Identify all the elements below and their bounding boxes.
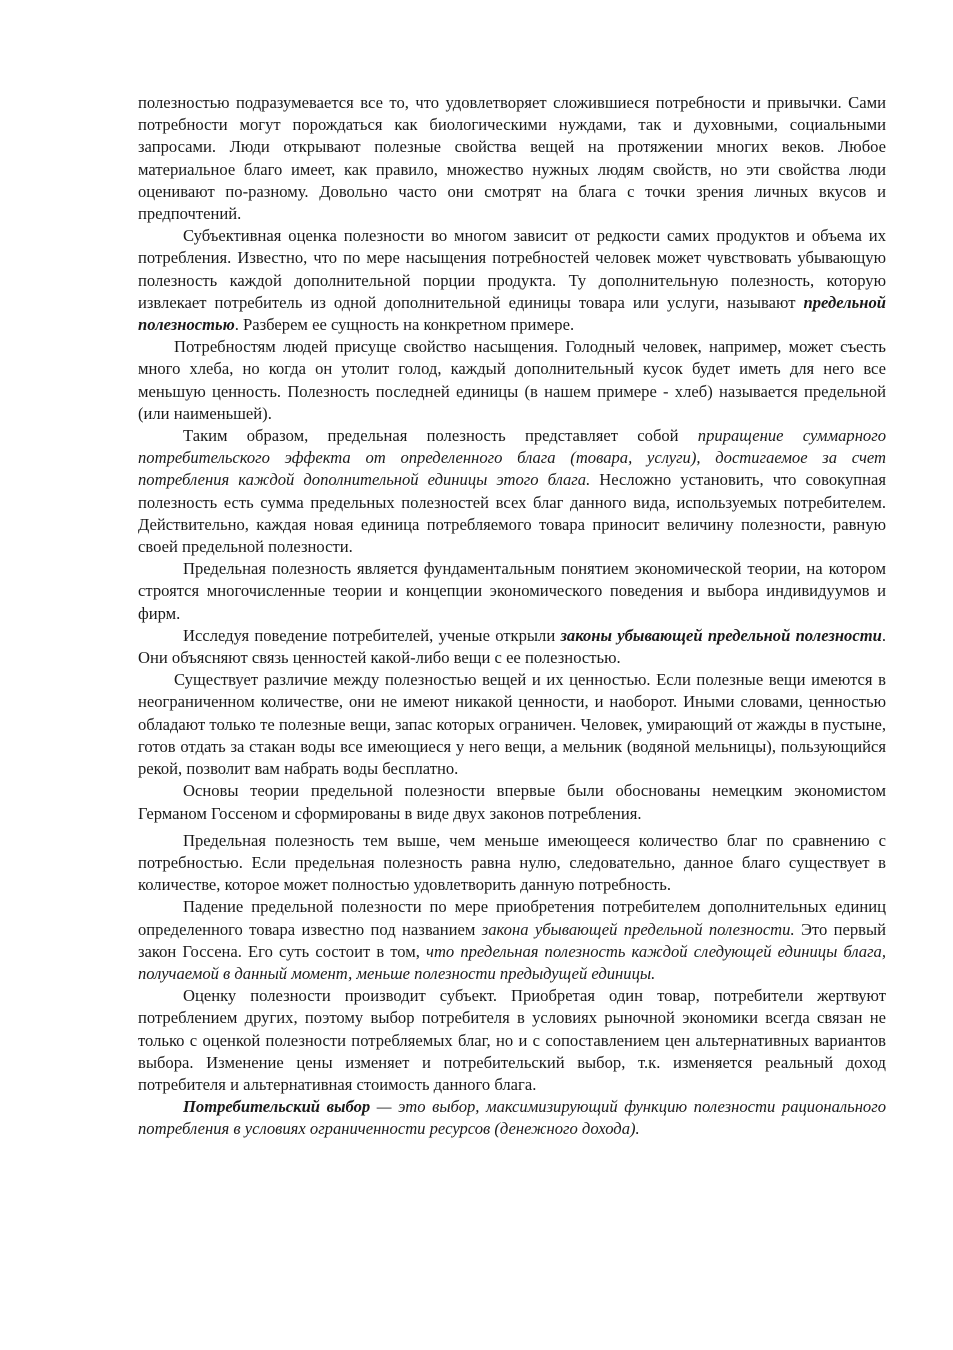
document-page xyxy=(138,92,886,1141)
text-run: Оценку полезности производит субъект. Приобретая один товар, потребители жертвуют потреблением других, поэтому выбор потребителя в условиях рыночной экономики всегда связан не только с оценкой полезности потребляемых благ, но и с сопоставлением цен альтернативных вариантов выбора. Изменение цены изменяет и потребительский выбор, т.к. изменяется реальный доход потребителя и альтернативная стоимость данного блага. xyxy=(138,986,886,1094)
paragraph xyxy=(138,985,886,1096)
text-run: Предельная полезность является фундаментальным понятием экономической теории, на котором строятся многочисленные теории и концепции экономического поведения и выбора индивидуумов и фирм. xyxy=(138,559,886,623)
text-run: Субъективная оценка полезности во многом зависит от редкости самих продуктов и объема их потребления. Известно, что по мере насыщения потребностей человек может чувствовать убывающую полезность каждой дополнительной порции продукта. Ту дополнительную полезность, которую извлекает потребитель из одной дополнительной единицы товара или услуги, называют xyxy=(138,226,886,312)
bold-italic-term: законы убывающей предельной полезности xyxy=(560,625,882,645)
text-run: полезностью подразумевается все то, что удовлетворяет сложившиеся потребности и привычки. Сами потребности могут порождаться как биологическими нуждами, так и духовными, социальными запросами. Люди открывают полезные свойства вещей на протяжении многих веков. Любое материальное благо имеет, как правило, множество нужных людям свойств, но эти свойства люди оценивают по-разному. Довольно часто они смотрят на блага с точки зрения личных вкусов и предпочтений. xyxy=(138,93,886,224)
paragraph xyxy=(138,669,886,780)
italic-text: приращение суммарного потребительского эффекта от определенного блага (товара, услуги), достигаемое за счет потребления каждой дополнительной единицы этого блага. xyxy=(138,426,886,490)
paragraph xyxy=(138,830,886,897)
text-run: Таким образом, предельная полезность представляет собой xyxy=(183,426,698,446)
paragraph xyxy=(138,780,886,824)
bold-italic-term: предельной полезностью xyxy=(138,292,886,335)
italic-text: закона убывающей предельной полезности. xyxy=(481,919,795,939)
paragraph xyxy=(138,1096,886,1140)
text-run: Падение предельной полезности по мере приобретения потребителем дополнительных единиц определенного товара известно под названием xyxy=(138,897,886,939)
paragraph xyxy=(138,336,886,425)
text-run: Основы теории предельной полезности впервые были обоснованы немецким экономистом Германом Госсеном и сформированы в виде двух законов потребления. xyxy=(138,781,886,823)
paragraph xyxy=(138,92,886,225)
text-run: Несложно установить, что совокупная полезность есть сумма предельных полезностей всех благ данного вида, используемых потребителем. Действительно, каждая новая единица потребляемого товара приносит величину полезности, равную своей предельной полезности. xyxy=(138,470,887,557)
text-run: Существует различие между полезностью вещей и их ценностью. Если полезные вещи имеются в неограниченном количестве, они не имеют никакой ценности, и наоборот. Иными словами, ценностью обладают только те полезные вещи, запас которых ограничен. Человек, умирающий от жажды в пустыне, готов отдать за стакан воды все имеющиеся у него вещи, а мельник (водяной мельницы), пользующийся рекой, позволит вам набрать воды бесплатно. xyxy=(138,670,886,779)
italic-text: — это выбор, максимизирующий функцию полезности рационального потребления в условиях ограниченности ресурсов (денежного дохода). xyxy=(138,1097,886,1139)
text-run: Исследуя поведение потребителей, ученые открыли xyxy=(183,625,561,645)
text-run: Предельная полезность тем выше, чем меньше имеющееся количество благ по сравнению с потребностью. Если предельная полезность равна нулю, следовательно, данное благо существует в количестве, которое может полностью удовлетворить данную потребность. xyxy=(138,830,886,895)
paragraph xyxy=(138,425,886,558)
bold-italic-term: Потребительский выбор xyxy=(183,1097,371,1117)
text-run: . Они объясняют связь ценностей какой-либо вещи с ее полезностью. xyxy=(138,625,886,668)
paragraph xyxy=(138,625,886,669)
paragraph xyxy=(138,225,886,336)
text-run: Это первый закон Госсена. Его суть состоит в том, xyxy=(138,919,886,961)
italic-text: что предельная полезность каждой следующей единицы блага, получаемой в данный момент, меньше полезности предыдущей единицы. xyxy=(138,941,886,983)
paragraph xyxy=(138,558,886,625)
text-run: Потребностям людей присуще свойство насыщения. Голодный человек, например, может съесть много хлеба, но когда он утолит голод, каждый дополнительный кусок будет иметь для него все меньшую ценность. Полезность последней единицы (в нашем примере - хлеб) называется предельной (или наименьшей). xyxy=(138,337,886,423)
paragraph xyxy=(138,896,886,985)
text-run: . Разберем ее сущность на конкретном примере. xyxy=(234,315,575,335)
